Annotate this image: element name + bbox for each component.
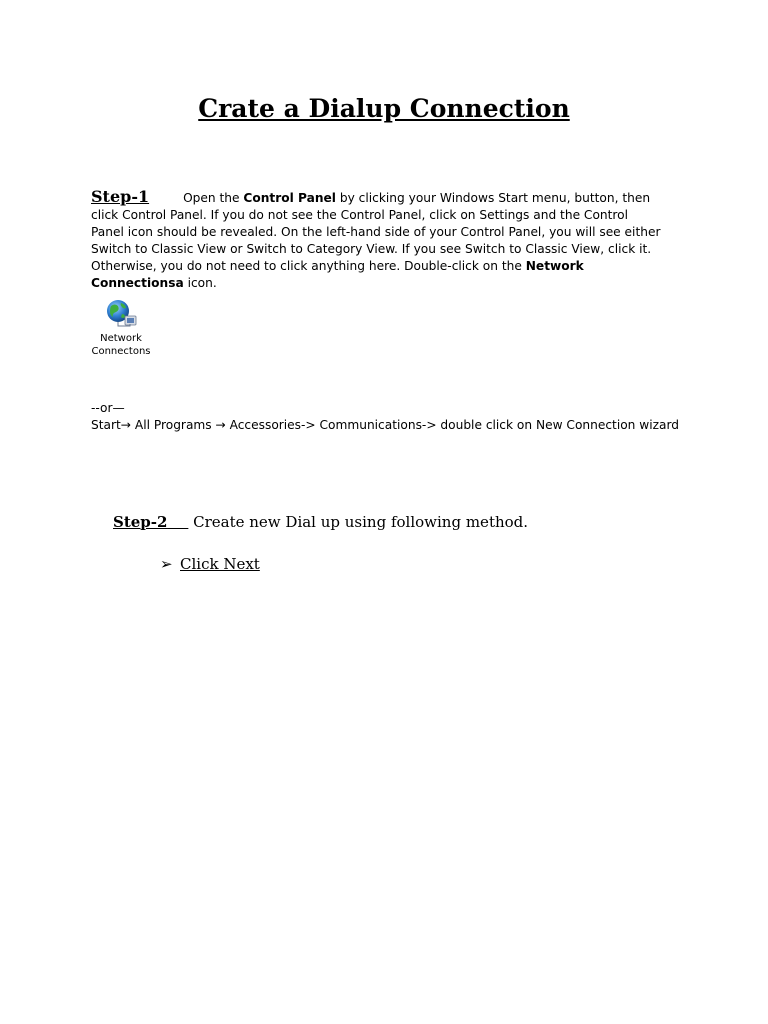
step-2-label: Step-2 xyxy=(113,513,168,531)
step-2-text: Create new Dial up using following method. xyxy=(188,513,529,531)
alternative-instructions xyxy=(91,400,691,434)
step-1-text: by clicking your Windows Start menu, button, then click Control Panel. If you do not see the Control Panel, click on Settings and the Control Panel icon should be revealed. On the left-hand side of your Control Panel, you will see either Switch to Classic View or Switch to Category View. If you see Switch to Classic View, click it. Otherwise, you do not need to click anything here. Double-click on the xyxy=(91,191,661,273)
network-connections-label-line2: Connectons xyxy=(91,345,151,357)
page-title: Crate a Dialup Connection xyxy=(198,94,570,123)
step-1-label: Step-1 xyxy=(91,187,150,206)
click-next-text: Click Next xyxy=(180,555,260,573)
start-text: Start xyxy=(91,418,121,432)
step-1-intro: Open the xyxy=(183,191,244,205)
or-divider: --or— xyxy=(91,401,125,415)
control-panel-text: Control Panel xyxy=(243,191,336,205)
network-connections-icon xyxy=(104,298,138,330)
all-programs-text: All Programs xyxy=(131,418,216,432)
network-connections-text: Network Connectionsa xyxy=(91,258,584,290)
bullet-item xyxy=(160,555,260,573)
start-menu-path xyxy=(91,417,691,434)
step-1-text-end: icon. xyxy=(183,275,217,290)
step-1-paragraph xyxy=(91,189,661,291)
right-arrow-icon: → xyxy=(120,418,131,432)
network-connections-label-line1: Network xyxy=(100,333,142,344)
network-connections-shortcut[interactable] xyxy=(88,298,154,358)
right-arrow-icon: → xyxy=(215,418,226,432)
path-rest-text: Accessories-> Communications-> double click on New Connection wizard xyxy=(225,418,680,432)
step-2-heading xyxy=(113,513,713,531)
bullet-arrow-icon: ➢ xyxy=(160,555,173,573)
